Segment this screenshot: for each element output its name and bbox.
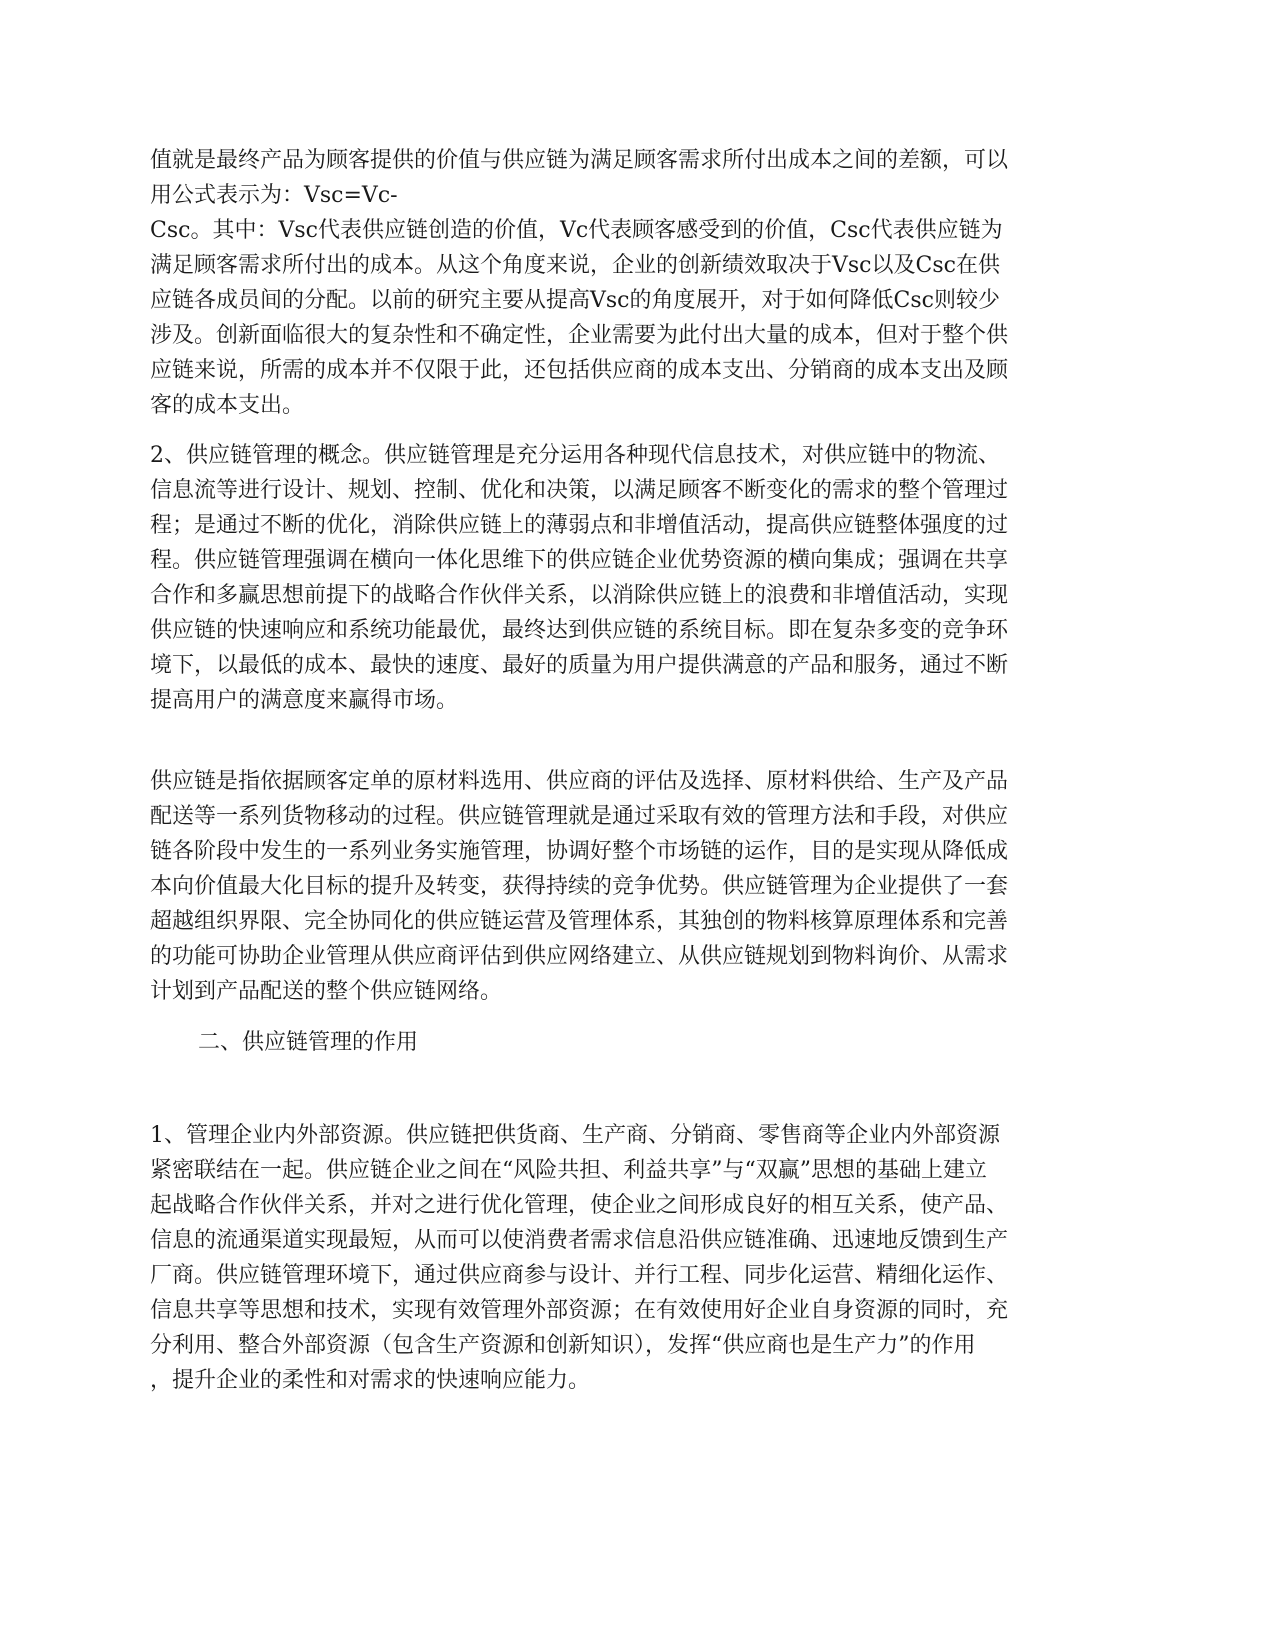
text-line: 紧密联结在一起。供应链企业之间在“风险共担、利益共享”与“双赢”思想的基础上建立 — [150, 1158, 987, 1183]
text-line: 信息共享等思想和技术，实现有效管理外部资源；在有效使用好企业自身资源的同时，充 — [150, 1298, 1009, 1323]
text-line: 值就是最终产品为顾客提供的价值与供应链为满足顾客需求所付出成本之间的差额，可以 — [150, 148, 1009, 173]
text-line: 程；是通过不断的优化，消除供应链上的薄弱点和非增值活动，提高供应链整体强度的过 — [150, 513, 1009, 538]
text-line: 起战略合作伙伴关系，并对之进行优化管理，使企业之间形成良好的相互关系，使产品、 — [150, 1193, 1009, 1218]
text-line: 境下，以最低的成本、最快的速度、最好的质量为用户提供满意的产品和服务，通过不断 — [150, 653, 1009, 678]
text-line: 厂商。供应链管理环境下，通过供应商参与设计、并行工程、同步化运营、精细化运作、 — [150, 1263, 1009, 1288]
text-line: 合作和多赢思想前提下的战略合作伙伴关系，以消除供应链上的浪费和非增值活动，实现 — [150, 583, 1009, 608]
text-line: 超越组织界限、完全协同化的供应链运营及管理体系，其独创的物料核算原理体系和完善 — [150, 909, 1009, 934]
text-line: 信息流等进行设计、规划、控制、优化和决策，以满足顾客不断变化的需求的整个管理过 — [150, 478, 1009, 503]
text-line: 配送等一系列货物移动的过程。供应链管理就是通过采取有效的管理方法和手段，对供应 — [150, 804, 1009, 829]
paragraph-supply-chain-definition — [150, 764, 1130, 1009]
text-line: 客的成本支出。 — [150, 393, 305, 418]
text-line: 计划到产品配送的整个供应链网络。 — [150, 979, 503, 1004]
text-line: 的功能可协助企业管理从供应商评估到供应网络建立、从供应链规划到物料询价、从需求 — [150, 944, 1009, 969]
text-line: 链各阶段中发生的一系列业务实施管理，协调好整个市场链的运作，目的是实现从降低成 — [150, 839, 1009, 864]
text-line: 涉及。创新面临很大的复杂性和不确定性，企业需要为此付出大量的成本，但对于整个供 — [150, 323, 1009, 348]
text-line: 满足顾客需求所付出的成本。从这个角度来说，企业的创新绩效取决于Vsc以及Csc在供 — [150, 253, 1000, 278]
text-line: 应链来说，所需的成本并不仅限于此，还包括供应商的成本支出、分销商的成本支出及顾 — [150, 358, 1009, 383]
text-line: 供应链的快速响应和系统功能最优，最终达到供应链的系统目标。即在复杂多变的竞争环 — [150, 618, 1009, 643]
text-line: 供应链是指依据顾客定单的原材料选用、供应商的评估及选择、原材料供给、生产及产品 — [150, 769, 1009, 794]
text-line: 程。供应链管理强调在横向一体化思维下的供应链企业优势资源的横向集成；强调在共享 — [150, 548, 1009, 573]
text-line: 本向价值最大化目标的提升及转变，获得持续的竞争优势。供应链管理为企业提供了一套 — [150, 874, 1009, 899]
text-line: 应链各成员间的分配。以前的研究主要从提高Vsc的角度展开，对于如何降低Csc则较少 — [150, 288, 1000, 313]
section-heading: 二、供应链管理的作用 — [198, 1030, 419, 1055]
text-line: Csc。其中：Vsc代表供应链创造的价值，Vc代表顾客感受到的价值，Csc代表供应链为 — [150, 218, 1003, 243]
paragraph-resource-management — [150, 1118, 1130, 1398]
text-line: ，提升企业的柔性和对需求的快速响应能力。 — [150, 1368, 591, 1393]
text-line: 分利用、整合外部资源（包含生产资源和创新知识），发挥“供应商也是生产力”的作用 — [150, 1333, 976, 1358]
text-line: 2、供应链管理的概念。供应链管理是充分运用各种现代信息技术，对供应链中的物流、 — [150, 443, 1000, 468]
text-line: 1、管理企业内外部资源。供应链把供货商、生产商、分销商、零售商等企业内外部资源 — [150, 1123, 1000, 1148]
paragraph-supply-chain-management-concept — [150, 438, 1130, 718]
text-line: 信息的流通渠道实现最短，从而可以使消费者需求信息沿供应链准确、迅速地反馈到生产 — [150, 1228, 1009, 1253]
paragraph-supply-chain-value — [150, 143, 1130, 423]
text-line: 提高用户的满意度来赢得市场。 — [150, 688, 459, 713]
text-line: 用公式表示为：Vsc=Vc- — [150, 183, 398, 208]
